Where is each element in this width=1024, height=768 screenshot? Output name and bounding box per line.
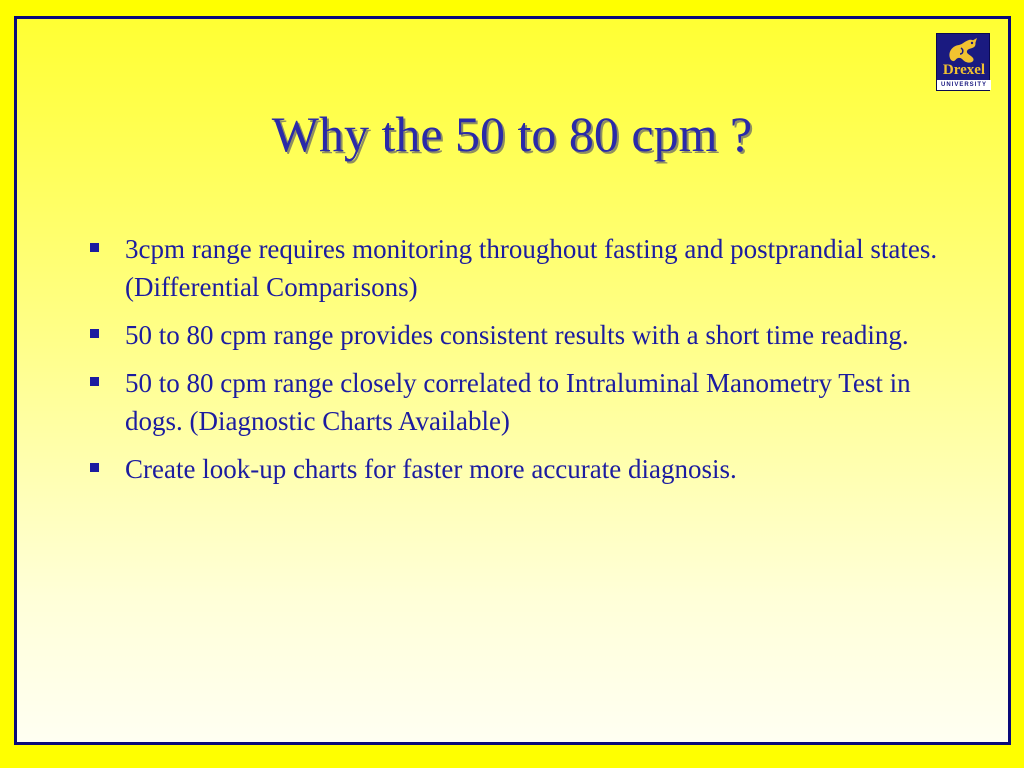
logo-wordmark: Drexel	[942, 62, 986, 78]
bullet-text: 3cpm range requires monitoring throughout fasting and postprandial states. (Differential Comparisons)	[125, 234, 938, 302]
slide-title: Why the 50 to 80 cpm ?	[271, 106, 753, 162]
square-bullet-icon	[90, 329, 99, 338]
bullet-text: 50 to 80 cpm range closely correlated to Intraluminal Manometry Test in dogs. (Diagnostic Charts Available)	[125, 368, 911, 436]
logo-subtitle: UNIVERSITY	[937, 80, 991, 90]
bullet-text: Create look-up charts for faster more accurate diagnosis.	[125, 454, 737, 484]
bullet-item	[90, 450, 950, 488]
square-bullet-icon	[90, 243, 99, 252]
bullet-text: 50 to 80 cpm range provides consistent results with a short time reading.	[125, 320, 909, 350]
bullet-item	[90, 230, 950, 306]
bullet-list	[90, 230, 950, 498]
square-bullet-icon	[90, 377, 99, 386]
drexel-logo	[936, 33, 990, 91]
square-bullet-icon	[90, 463, 99, 472]
bullet-item	[90, 316, 950, 354]
bullet-item	[90, 364, 950, 440]
